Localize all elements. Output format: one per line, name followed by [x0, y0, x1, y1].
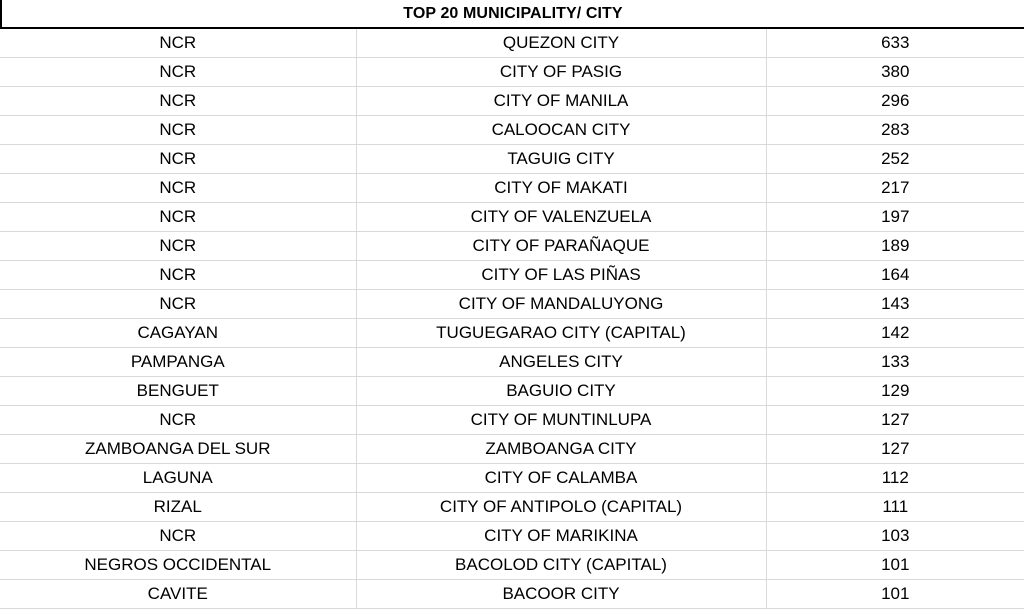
table-row [0, 348, 1024, 377]
province-cell[interactable]: NCR [0, 261, 356, 290]
province-cell[interactable]: LAGUNA [0, 464, 356, 493]
table-row [0, 232, 1024, 261]
province-cell[interactable]: NCR [0, 29, 356, 58]
province-cell[interactable]: BENGUET [0, 377, 356, 406]
table-row [0, 261, 1024, 290]
count-cell[interactable]: 252 [766, 145, 1024, 174]
table-row [0, 493, 1024, 522]
table-row [0, 580, 1024, 609]
province-cell[interactable]: PAMPANGA [0, 348, 356, 377]
count-cell[interactable]: 189 [766, 232, 1024, 261]
province-cell[interactable]: NCR [0, 232, 356, 261]
table-row [0, 87, 1024, 116]
city-cell[interactable]: BAGUIO CITY [356, 377, 766, 406]
count-cell[interactable]: 380 [766, 58, 1024, 87]
province-cell[interactable]: ZAMBOANGA DEL SUR [0, 435, 356, 464]
province-cell[interactable]: NCR [0, 203, 356, 232]
table-row [0, 435, 1024, 464]
city-cell[interactable]: CALOOCAN CITY [356, 116, 766, 145]
count-cell[interactable]: 143 [766, 290, 1024, 319]
province-cell[interactable]: CAGAYAN [0, 319, 356, 348]
table-title: TOP 20 MUNICIPALITY/ CITY [0, 0, 1024, 29]
table-row [0, 290, 1024, 319]
count-cell[interactable]: 127 [766, 406, 1024, 435]
table-row [0, 58, 1024, 87]
city-cell[interactable]: ZAMBOANGA CITY [356, 435, 766, 464]
count-cell[interactable]: 296 [766, 87, 1024, 116]
count-cell[interactable]: 217 [766, 174, 1024, 203]
table-row [0, 29, 1024, 58]
city-cell[interactable]: QUEZON CITY [356, 29, 766, 58]
count-cell[interactable]: 111 [766, 493, 1024, 522]
count-cell[interactable]: 133 [766, 348, 1024, 377]
count-cell[interactable]: 283 [766, 116, 1024, 145]
table-row [0, 464, 1024, 493]
count-cell[interactable]: 112 [766, 464, 1024, 493]
city-cell[interactable]: CITY OF VALENZUELA [356, 203, 766, 232]
count-cell[interactable]: 127 [766, 435, 1024, 464]
table-row [0, 174, 1024, 203]
province-cell[interactable]: NCR [0, 290, 356, 319]
table-row [0, 145, 1024, 174]
count-cell[interactable]: 197 [766, 203, 1024, 232]
ranking-table [0, 29, 1024, 609]
province-cell[interactable]: NCR [0, 145, 356, 174]
count-cell[interactable]: 142 [766, 319, 1024, 348]
city-cell[interactable]: CITY OF MANDALUYONG [356, 290, 766, 319]
table-row [0, 406, 1024, 435]
table-row [0, 319, 1024, 348]
province-cell[interactable]: CAVITE [0, 580, 356, 609]
table-body [0, 29, 1024, 609]
city-cell[interactable]: CITY OF MARIKINA [356, 522, 766, 551]
city-cell[interactable]: CITY OF LAS PIÑAS [356, 261, 766, 290]
province-cell[interactable]: NCR [0, 58, 356, 87]
province-cell[interactable]: NCR [0, 116, 356, 145]
province-cell[interactable]: NCR [0, 174, 356, 203]
table-row [0, 522, 1024, 551]
city-cell[interactable]: ANGELES CITY [356, 348, 766, 377]
city-cell[interactable]: CITY OF MANILA [356, 87, 766, 116]
count-cell[interactable]: 164 [766, 261, 1024, 290]
count-cell[interactable]: 101 [766, 580, 1024, 609]
count-cell[interactable]: 103 [766, 522, 1024, 551]
city-cell[interactable]: TUGUEGARAO CITY (CAPITAL) [356, 319, 766, 348]
table-row [0, 377, 1024, 406]
province-cell[interactable]: NCR [0, 87, 356, 116]
city-cell[interactable]: CITY OF CALAMBA [356, 464, 766, 493]
city-cell[interactable]: BACOOR CITY [356, 580, 766, 609]
city-cell[interactable]: CITY OF PASIG [356, 58, 766, 87]
province-cell[interactable]: NCR [0, 406, 356, 435]
table-row [0, 116, 1024, 145]
count-cell[interactable]: 633 [766, 29, 1024, 58]
city-cell[interactable]: TAGUIG CITY [356, 145, 766, 174]
city-cell[interactable]: BACOLOD CITY (CAPITAL) [356, 551, 766, 580]
province-cell[interactable]: NCR [0, 522, 356, 551]
city-cell[interactable]: CITY OF ANTIPOLO (CAPITAL) [356, 493, 766, 522]
province-cell[interactable]: NEGROS OCCIDENTAL [0, 551, 356, 580]
city-cell[interactable]: CITY OF PARAÑAQUE [356, 232, 766, 261]
province-cell[interactable]: RIZAL [0, 493, 356, 522]
count-cell[interactable]: 101 [766, 551, 1024, 580]
city-cell[interactable]: CITY OF MAKATI [356, 174, 766, 203]
table-row [0, 551, 1024, 580]
table-row [0, 203, 1024, 232]
city-cell[interactable]: CITY OF MUNTINLUPA [356, 406, 766, 435]
count-cell[interactable]: 129 [766, 377, 1024, 406]
